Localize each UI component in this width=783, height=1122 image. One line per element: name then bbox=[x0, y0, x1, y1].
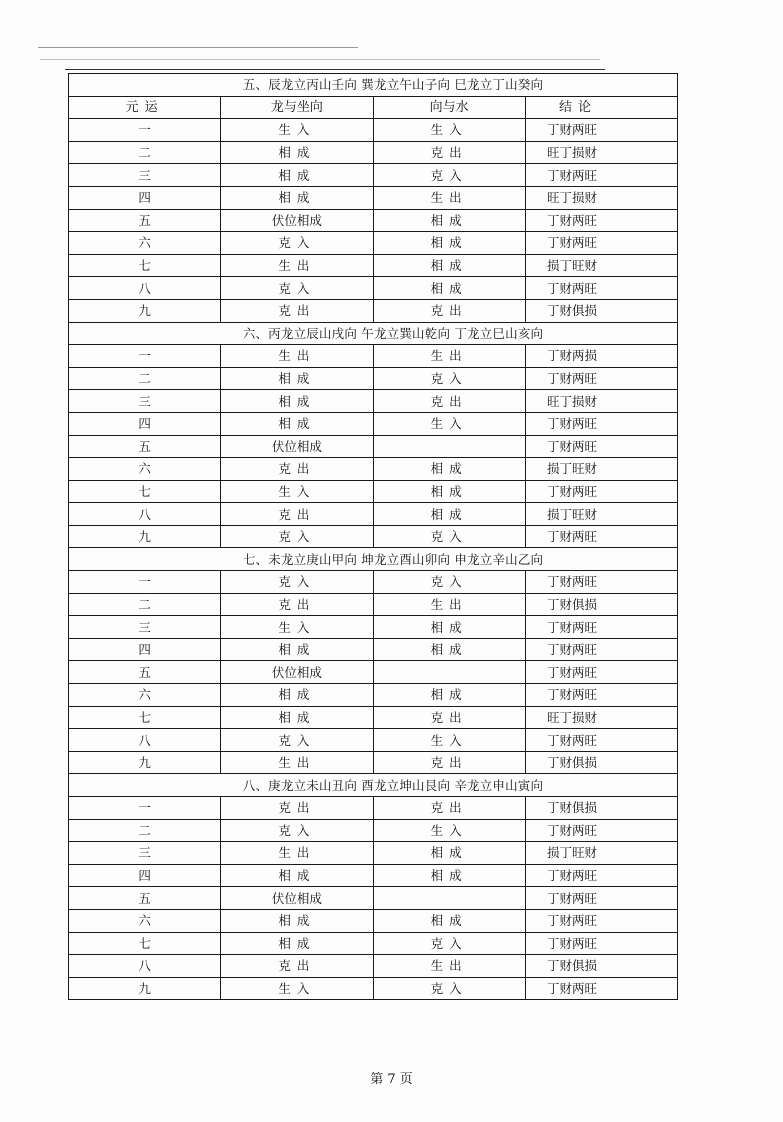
facing-water-cell: 克出 bbox=[373, 797, 525, 820]
dragon-seat-cell: 克入 bbox=[221, 525, 373, 548]
conclusion-cell: 丁财两旺 bbox=[525, 277, 677, 300]
facing-water-cell: 相成 bbox=[373, 277, 525, 300]
table-row bbox=[69, 503, 678, 526]
dragon-seat-cell: 伏位相成 bbox=[221, 661, 373, 684]
cycle-cell: 四 bbox=[69, 412, 221, 435]
facing-water-cell: 相成 bbox=[373, 842, 525, 865]
conclusion-cell: 丁财两旺 bbox=[525, 819, 677, 842]
table-row bbox=[69, 751, 678, 774]
dragon-seat-cell: 克入 bbox=[221, 571, 373, 594]
cycle-cell: 五 bbox=[69, 887, 221, 910]
dragon-seat-cell: 相成 bbox=[221, 367, 373, 390]
dragon-seat-cell: 相成 bbox=[221, 706, 373, 729]
conclusion-cell: 丁财两旺 bbox=[525, 887, 677, 910]
dragon-seat-cell: 克入 bbox=[221, 729, 373, 752]
column-header: 结论 bbox=[525, 96, 677, 119]
table-row bbox=[69, 209, 678, 232]
cycle-cell: 六 bbox=[69, 458, 221, 481]
facing-water-cell: 克入 bbox=[373, 932, 525, 955]
cycle-cell: 三 bbox=[69, 842, 221, 865]
cycle-cell: 一 bbox=[69, 571, 221, 594]
table-row bbox=[69, 842, 678, 865]
facing-water-cell: 克出 bbox=[373, 706, 525, 729]
cycle-cell: 五 bbox=[69, 209, 221, 232]
cycle-cell: 八 bbox=[69, 729, 221, 752]
dragon-seat-cell: 相成 bbox=[221, 638, 373, 661]
conclusion-cell: 丁财两旺 bbox=[525, 367, 677, 390]
table-row bbox=[69, 593, 678, 616]
facing-water-cell: 相成 bbox=[373, 480, 525, 503]
dragon-seat-cell: 相成 bbox=[221, 932, 373, 955]
cycle-cell: 八 bbox=[69, 503, 221, 526]
facing-water-cell: 生出 bbox=[373, 186, 525, 209]
table-row bbox=[69, 616, 678, 639]
dragon-seat-cell: 克入 bbox=[221, 277, 373, 300]
table-row bbox=[69, 390, 678, 413]
table-row bbox=[69, 661, 678, 684]
facing-water-cell: 克入 bbox=[373, 977, 525, 1000]
dragon-seat-cell: 相成 bbox=[221, 164, 373, 187]
cycle-cell: 三 bbox=[69, 164, 221, 187]
cycle-cell: 九 bbox=[69, 299, 221, 322]
cycle-cell: 七 bbox=[69, 706, 221, 729]
conclusion-cell: 丁财两旺 bbox=[525, 525, 677, 548]
table-row bbox=[69, 232, 678, 255]
conclusion-cell: 损丁旺财 bbox=[525, 254, 677, 277]
table-row bbox=[69, 525, 678, 548]
table-row bbox=[69, 932, 678, 955]
dragon-seat-cell: 生入 bbox=[221, 616, 373, 639]
cycle-cell: 七 bbox=[69, 254, 221, 277]
dragon-seat-cell: 相成 bbox=[221, 864, 373, 887]
table-row bbox=[69, 367, 678, 390]
dragon-seat-cell: 相成 bbox=[221, 412, 373, 435]
section-title: 七、未龙立庚山甲向 坤龙立酉山卯向 申龙立辛山乙向 bbox=[69, 548, 678, 571]
dragon-seat-cell: 克出 bbox=[221, 593, 373, 616]
table-row bbox=[69, 254, 678, 277]
table-row bbox=[69, 864, 678, 887]
conclusion-cell: 丁财两损 bbox=[525, 345, 677, 368]
facing-water-cell: 克入 bbox=[373, 164, 525, 187]
conclusion-cell: 丁财两旺 bbox=[525, 932, 677, 955]
facing-water-cell: 生入 bbox=[373, 119, 525, 142]
dragon-seat-cell: 生入 bbox=[221, 119, 373, 142]
table-row bbox=[69, 119, 678, 142]
conclusion-cell: 丁财俱损 bbox=[525, 751, 677, 774]
cycle-cell: 九 bbox=[69, 525, 221, 548]
table-row bbox=[69, 797, 678, 820]
cycle-cell: 六 bbox=[69, 684, 221, 707]
dragon-seat-cell: 克入 bbox=[221, 819, 373, 842]
conclusion-cell: 丁财两旺 bbox=[525, 638, 677, 661]
dragon-seat-cell: 克出 bbox=[221, 797, 373, 820]
cycle-cell: 一 bbox=[69, 345, 221, 368]
section-title: 五、辰龙立丙山壬向 巽龙立午山子向 巳龙立丁山癸向 bbox=[69, 74, 678, 97]
facing-water-cell: 生入 bbox=[373, 412, 525, 435]
dragon-seat-cell: 克入 bbox=[221, 232, 373, 255]
column-header-row bbox=[69, 96, 678, 119]
scan-artifact-line bbox=[40, 59, 600, 60]
cycle-cell: 一 bbox=[69, 119, 221, 142]
cycle-cell: 八 bbox=[69, 955, 221, 978]
cycle-cell: 九 bbox=[69, 977, 221, 1000]
section-title-row bbox=[69, 774, 678, 797]
conclusion-cell: 旺丁损财 bbox=[525, 706, 677, 729]
table-row bbox=[69, 819, 678, 842]
conclusion-cell: 旺丁损财 bbox=[525, 141, 677, 164]
table-row bbox=[69, 141, 678, 164]
section-title-row bbox=[69, 322, 678, 345]
table-row bbox=[69, 186, 678, 209]
facing-water-cell: 相成 bbox=[373, 638, 525, 661]
dragon-seat-cell: 生出 bbox=[221, 751, 373, 774]
conclusion-cell: 丁财两旺 bbox=[525, 864, 677, 887]
facing-water-cell: 相成 bbox=[373, 616, 525, 639]
conclusion-cell: 损丁旺财 bbox=[525, 842, 677, 865]
cycle-cell: 四 bbox=[69, 864, 221, 887]
document-page bbox=[68, 73, 678, 1000]
dragon-seat-cell: 伏位相成 bbox=[221, 209, 373, 232]
conclusion-cell: 旺丁损财 bbox=[525, 186, 677, 209]
cycle-cell: 二 bbox=[69, 819, 221, 842]
conclusion-cell: 丁财两旺 bbox=[525, 164, 677, 187]
conclusion-cell: 丁财俱损 bbox=[525, 299, 677, 322]
table-row bbox=[69, 571, 678, 594]
page-number: 第 7 页 bbox=[370, 1072, 413, 1087]
facing-water-cell: 相成 bbox=[373, 232, 525, 255]
table-row bbox=[69, 345, 678, 368]
dragon-seat-cell: 相成 bbox=[221, 186, 373, 209]
conclusion-cell: 丁财两旺 bbox=[525, 909, 677, 932]
dragon-seat-cell: 生入 bbox=[221, 480, 373, 503]
conclusion-cell: 丁财两旺 bbox=[525, 977, 677, 1000]
facing-water-cell: 生出 bbox=[373, 955, 525, 978]
conclusion-cell: 丁财俱损 bbox=[525, 797, 677, 820]
table-row bbox=[69, 638, 678, 661]
cycle-cell: 二 bbox=[69, 367, 221, 390]
table-row bbox=[69, 684, 678, 707]
conclusion-cell: 丁财俱损 bbox=[525, 955, 677, 978]
cycle-cell: 三 bbox=[69, 390, 221, 413]
facing-water-cell: 克入 bbox=[373, 571, 525, 594]
table-row bbox=[69, 729, 678, 752]
table-row bbox=[69, 435, 678, 458]
table-row bbox=[69, 480, 678, 503]
dragon-seat-cell: 伏位相成 bbox=[221, 435, 373, 458]
scan-artifact-line bbox=[38, 47, 358, 48]
facing-water-cell: 相成 bbox=[373, 864, 525, 887]
conclusion-cell: 丁财两旺 bbox=[525, 616, 677, 639]
cycle-cell: 四 bbox=[69, 186, 221, 209]
table-row bbox=[69, 955, 678, 978]
facing-water-cell bbox=[373, 887, 525, 910]
dragon-seat-cell: 克出 bbox=[221, 503, 373, 526]
column-header: 元运 bbox=[69, 96, 221, 119]
conclusion-cell: 丁财两旺 bbox=[525, 412, 677, 435]
cycle-cell: 三 bbox=[69, 616, 221, 639]
table-row bbox=[69, 887, 678, 910]
table-row bbox=[69, 706, 678, 729]
table-row bbox=[69, 977, 678, 1000]
facing-water-cell: 生出 bbox=[373, 593, 525, 616]
facing-water-cell: 相成 bbox=[373, 684, 525, 707]
cycle-cell: 一 bbox=[69, 797, 221, 820]
section-title-row bbox=[69, 548, 678, 571]
cycle-cell: 九 bbox=[69, 751, 221, 774]
facing-water-cell: 克出 bbox=[373, 751, 525, 774]
conclusion-cell: 丁财两旺 bbox=[525, 209, 677, 232]
conclusion-cell: 丁财俱损 bbox=[525, 593, 677, 616]
dragon-seat-cell: 相成 bbox=[221, 684, 373, 707]
conclusion-cell: 丁财两旺 bbox=[525, 729, 677, 752]
scan-artifact-line bbox=[65, 69, 605, 70]
section-title: 六、丙龙立辰山戌向 午龙立巽山乾向 丁龙立巳山亥向 bbox=[69, 322, 678, 345]
table-row bbox=[69, 277, 678, 300]
cycle-cell: 二 bbox=[69, 141, 221, 164]
conclusion-cell: 损丁旺财 bbox=[525, 503, 677, 526]
facing-water-cell: 相成 bbox=[373, 254, 525, 277]
dragon-seat-cell: 相成 bbox=[221, 909, 373, 932]
dragon-seat-cell: 伏位相成 bbox=[221, 887, 373, 910]
cycle-cell: 五 bbox=[69, 661, 221, 684]
facing-water-cell: 克入 bbox=[373, 525, 525, 548]
table-row bbox=[69, 909, 678, 932]
conclusion-cell: 损丁旺财 bbox=[525, 458, 677, 481]
conclusion-cell: 丁财两旺 bbox=[525, 571, 677, 594]
facing-water-cell: 相成 bbox=[373, 209, 525, 232]
dragon-seat-cell: 生出 bbox=[221, 254, 373, 277]
facing-water-cell: 生入 bbox=[373, 729, 525, 752]
section-title-row bbox=[69, 74, 678, 97]
conclusion-cell: 丁财两旺 bbox=[525, 661, 677, 684]
dragon-seat-cell: 克出 bbox=[221, 458, 373, 481]
conclusion-cell: 丁财两旺 bbox=[525, 480, 677, 503]
table-row bbox=[69, 164, 678, 187]
facing-water-cell: 生入 bbox=[373, 819, 525, 842]
cycle-cell: 八 bbox=[69, 277, 221, 300]
dragon-seat-cell: 相成 bbox=[221, 141, 373, 164]
facing-water-cell: 克出 bbox=[373, 390, 525, 413]
cycle-cell: 四 bbox=[69, 638, 221, 661]
dragon-seat-cell: 克出 bbox=[221, 955, 373, 978]
conclusion-cell: 旺丁损财 bbox=[525, 390, 677, 413]
cycle-cell: 七 bbox=[69, 932, 221, 955]
dragon-seat-cell: 生出 bbox=[221, 842, 373, 865]
dragon-seat-cell: 克出 bbox=[221, 299, 373, 322]
cycle-cell: 七 bbox=[69, 480, 221, 503]
dragon-seat-cell: 生入 bbox=[221, 977, 373, 1000]
column-header: 向与水 bbox=[373, 96, 525, 119]
facing-water-cell: 克出 bbox=[373, 299, 525, 322]
conclusion-cell: 丁财两旺 bbox=[525, 684, 677, 707]
facing-water-cell: 相成 bbox=[373, 458, 525, 481]
column-header: 龙与坐向 bbox=[221, 96, 373, 119]
section-title: 八、庚龙立未山丑向 酉龙立坤山艮向 辛龙立申山寅向 bbox=[69, 774, 678, 797]
conclusion-cell: 丁财两旺 bbox=[525, 435, 677, 458]
facing-water-cell: 克出 bbox=[373, 141, 525, 164]
facing-water-cell bbox=[373, 435, 525, 458]
conclusion-cell: 丁财两旺 bbox=[525, 119, 677, 142]
cycle-cell: 二 bbox=[69, 593, 221, 616]
cycle-cell: 六 bbox=[69, 909, 221, 932]
facing-water-cell: 相成 bbox=[373, 503, 525, 526]
facing-water-cell: 克入 bbox=[373, 367, 525, 390]
table-row bbox=[69, 299, 678, 322]
cycle-cell: 六 bbox=[69, 232, 221, 255]
dragon-seat-cell: 相成 bbox=[221, 390, 373, 413]
conclusion-cell: 丁财两旺 bbox=[525, 232, 677, 255]
feng-shui-table bbox=[68, 73, 678, 1000]
facing-water-cell: 生出 bbox=[373, 345, 525, 368]
table-row bbox=[69, 458, 678, 481]
table-row bbox=[69, 412, 678, 435]
cycle-cell: 五 bbox=[69, 435, 221, 458]
facing-water-cell: 相成 bbox=[373, 909, 525, 932]
dragon-seat-cell: 生出 bbox=[221, 345, 373, 368]
facing-water-cell bbox=[373, 661, 525, 684]
